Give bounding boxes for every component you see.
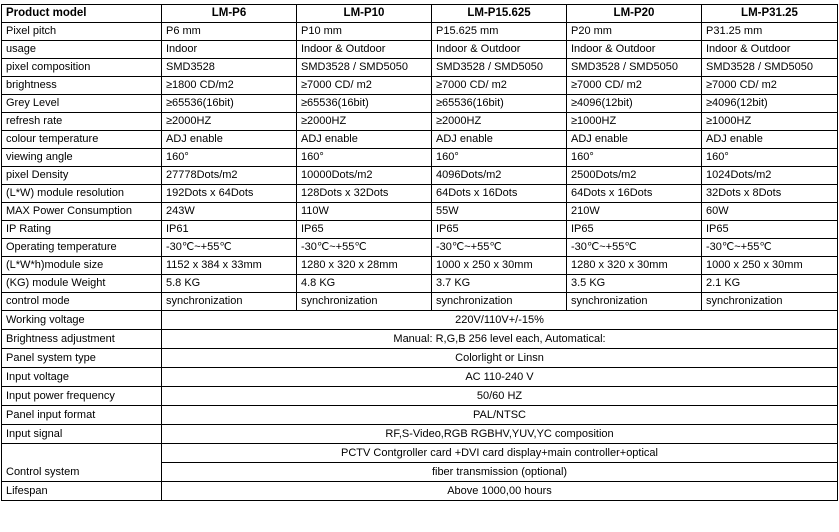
shared-row xyxy=(2,406,838,425)
shared-row xyxy=(2,368,838,387)
spec-row xyxy=(2,185,838,203)
spec-value: ≥4096(12bit) xyxy=(567,95,702,113)
header-product-model: Product model xyxy=(2,5,162,23)
shared-label: Input voltage xyxy=(2,368,162,387)
header-row xyxy=(2,5,838,23)
spec-value: 192Dots x 64Dots xyxy=(162,185,297,203)
spec-value: SMD3528 / SMD5050 xyxy=(297,59,432,77)
header-model-lm-p10: LM-P10 xyxy=(297,5,432,23)
spec-label: brightness xyxy=(2,77,162,95)
shared-label: Input signal xyxy=(2,425,162,444)
spec-value: IP65 xyxy=(432,221,567,239)
spec-row xyxy=(2,257,838,275)
spec-value: P20 mm xyxy=(567,23,702,41)
spec-value: ≥65536(16bit) xyxy=(432,95,567,113)
spec-value: IP65 xyxy=(297,221,432,239)
spec-value: ≥2000HZ xyxy=(162,113,297,131)
spec-row xyxy=(2,41,838,59)
spec-value: Indoor & Outdoor xyxy=(702,41,838,59)
spec-label: colour temperature xyxy=(2,131,162,149)
spec-row xyxy=(2,293,838,311)
spec-value: 110W xyxy=(297,203,432,221)
spec-value: 1024Dots/m2 xyxy=(702,167,838,185)
spec-value: 4.8 KG xyxy=(297,275,432,293)
spec-value: 210W xyxy=(567,203,702,221)
spec-value: ≥7000 CD/ m2 xyxy=(432,77,567,95)
spec-value: P10 mm xyxy=(297,23,432,41)
shared-label: Panel input format xyxy=(2,406,162,425)
spec-row xyxy=(2,131,838,149)
spec-value: -30℃~+55℃ xyxy=(702,239,838,257)
spec-value: synchronization xyxy=(162,293,297,311)
spec-label: pixel composition xyxy=(2,59,162,77)
spec-value: ADJ enable xyxy=(297,131,432,149)
spec-value: ≥1800 CD/m2 xyxy=(162,77,297,95)
spec-table xyxy=(1,4,838,501)
spec-value: ≥4096(12bit) xyxy=(702,95,838,113)
spec-value: 160° xyxy=(162,149,297,167)
spec-value: ≥2000HZ xyxy=(297,113,432,131)
shared-label: Brightness adjustment xyxy=(2,330,162,349)
spec-value: Indoor & Outdoor xyxy=(567,41,702,59)
spec-value: synchronization xyxy=(432,293,567,311)
spec-value: 1280 x 320 x 30mm xyxy=(567,257,702,275)
spec-label: usage xyxy=(2,41,162,59)
spec-value: SMD3528 / SMD5050 xyxy=(432,59,567,77)
shared-value: 220V/110V+/-15% xyxy=(162,311,838,330)
spec-value: 2500Dots/m2 xyxy=(567,167,702,185)
spec-value: Indoor & Outdoor xyxy=(297,41,432,59)
spec-value: synchronization xyxy=(702,293,838,311)
spec-label: (L*W) module resolution xyxy=(2,185,162,203)
spec-value: ≥65536(16bit) xyxy=(297,95,432,113)
spec-row xyxy=(2,23,838,41)
shared-row xyxy=(2,387,838,406)
spec-row xyxy=(2,149,838,167)
control-system-line1: PCTV Contgroller card +DVI card display+main controller+optical xyxy=(162,444,838,463)
spec-value: 3.5 KG xyxy=(567,275,702,293)
header-model-lm-p3125: LM-P31.25 xyxy=(702,5,838,23)
spec-row xyxy=(2,95,838,113)
spec-value: ≥1000HZ xyxy=(567,113,702,131)
shared-row xyxy=(2,425,838,444)
control-system-line2: fiber transmission (optional) xyxy=(162,463,838,482)
spec-value: 160° xyxy=(702,149,838,167)
spec-label: (KG) module Weight xyxy=(2,275,162,293)
spec-value: ≥2000HZ xyxy=(432,113,567,131)
shared-row xyxy=(2,330,838,349)
spec-value: SMD3528 / SMD5050 xyxy=(702,59,838,77)
spec-value: SMD3528 / SMD5050 xyxy=(567,59,702,77)
spec-value: 64Dots x 16Dots xyxy=(567,185,702,203)
spec-label: pixel Density xyxy=(2,167,162,185)
spec-value: 32Dots x 8Dots xyxy=(702,185,838,203)
spec-row xyxy=(2,167,838,185)
shared-row xyxy=(2,311,838,330)
spec-row xyxy=(2,77,838,95)
lifespan-row xyxy=(2,482,838,501)
header-model-lm-p6: LM-P6 xyxy=(162,5,297,23)
spec-value: 3.7 KG xyxy=(432,275,567,293)
spec-value: IP65 xyxy=(567,221,702,239)
spec-value: ADJ enable xyxy=(432,131,567,149)
spec-row xyxy=(2,221,838,239)
spec-label: refresh rate xyxy=(2,113,162,131)
spec-value: 128Dots x 32Dots xyxy=(297,185,432,203)
spec-label: control mode xyxy=(2,293,162,311)
spec-value: 5.8 KG xyxy=(162,275,297,293)
shared-value: AC 110-240 V xyxy=(162,368,838,387)
spec-value: ≥7000 CD/ m2 xyxy=(297,77,432,95)
shared-label: Input power frequency xyxy=(2,387,162,406)
spec-label: MAX Power Consumption xyxy=(2,203,162,221)
spec-value: 27778Dots/m2 xyxy=(162,167,297,185)
spec-row xyxy=(2,59,838,77)
header-model-lm-p15625: LM-P15.625 xyxy=(432,5,567,23)
spec-value: ≥65536(16bit) xyxy=(162,95,297,113)
spec-value: ≥7000 CD/ m2 xyxy=(702,77,838,95)
spec-value: synchronization xyxy=(567,293,702,311)
spec-value: 2.1 KG xyxy=(702,275,838,293)
spec-value: 160° xyxy=(297,149,432,167)
spec-value: ≥7000 CD/ m2 xyxy=(567,77,702,95)
spec-row xyxy=(2,275,838,293)
spec-label: (L*W*h)module size xyxy=(2,257,162,275)
spec-value: 160° xyxy=(432,149,567,167)
shared-value: PAL/NTSC xyxy=(162,406,838,425)
spec-value: 160° xyxy=(567,149,702,167)
spec-value: 1000 x 250 x 30mm xyxy=(432,257,567,275)
spec-value: ADJ enable xyxy=(702,131,838,149)
spec-value: IP61 xyxy=(162,221,297,239)
shared-value: 50/60 HZ xyxy=(162,387,838,406)
spec-value: 10000Dots/m2 xyxy=(297,167,432,185)
spec-value: 1280 x 320 x 28mm xyxy=(297,257,432,275)
control-system-label: Control system xyxy=(2,444,162,482)
spec-label: Grey Level xyxy=(2,95,162,113)
spec-value: P6 mm xyxy=(162,23,297,41)
spec-value: IP65 xyxy=(702,221,838,239)
spec-label: IP Rating xyxy=(2,221,162,239)
shared-row xyxy=(2,349,838,368)
control-system-row xyxy=(2,444,838,463)
lifespan-label: Lifespan xyxy=(2,482,162,501)
shared-label: Panel system type xyxy=(2,349,162,368)
header-model-lm-p20: LM-P20 xyxy=(567,5,702,23)
spec-value: P15.625 mm xyxy=(432,23,567,41)
spec-value: 55W xyxy=(432,203,567,221)
spec-value: 1000 x 250 x 30mm xyxy=(702,257,838,275)
spec-row xyxy=(2,113,838,131)
spec-value: 60W xyxy=(702,203,838,221)
spec-value: ADJ enable xyxy=(567,131,702,149)
spec-value: ADJ enable xyxy=(162,131,297,149)
spec-label: Operating temperature xyxy=(2,239,162,257)
spec-value: -30℃~+55℃ xyxy=(162,239,297,257)
spec-value: SMD3528 xyxy=(162,59,297,77)
spec-value: -30℃~+55℃ xyxy=(567,239,702,257)
spec-value: synchronization xyxy=(297,293,432,311)
spec-value: 1152 x 384 x 33mm xyxy=(162,257,297,275)
spec-row xyxy=(2,203,838,221)
spec-value: -30℃~+55℃ xyxy=(297,239,432,257)
spec-label: Pixel pitch xyxy=(2,23,162,41)
spec-value: Indoor xyxy=(162,41,297,59)
spec-value: -30℃~+55℃ xyxy=(432,239,567,257)
shared-label: Working voltage xyxy=(2,311,162,330)
spec-value: 4096Dots/m2 xyxy=(432,167,567,185)
spec-value: ≥1000HZ xyxy=(702,113,838,131)
spec-value: 64Dots x 16Dots xyxy=(432,185,567,203)
spec-label: viewing angle xyxy=(2,149,162,167)
spec-value: 243W xyxy=(162,203,297,221)
shared-value: Colorlight or Linsn xyxy=(162,349,838,368)
shared-value: Manual: R,G,B 256 level each, Automatical: xyxy=(162,330,838,349)
spec-value: Indoor & Outdoor xyxy=(432,41,567,59)
spec-value: P31.25 mm xyxy=(702,23,838,41)
shared-value: RF,S-Video,RGB RGBHV,YUV,YC composition xyxy=(162,425,838,444)
spec-row xyxy=(2,239,838,257)
lifespan-value: Above 1000,00 hours xyxy=(162,482,838,501)
